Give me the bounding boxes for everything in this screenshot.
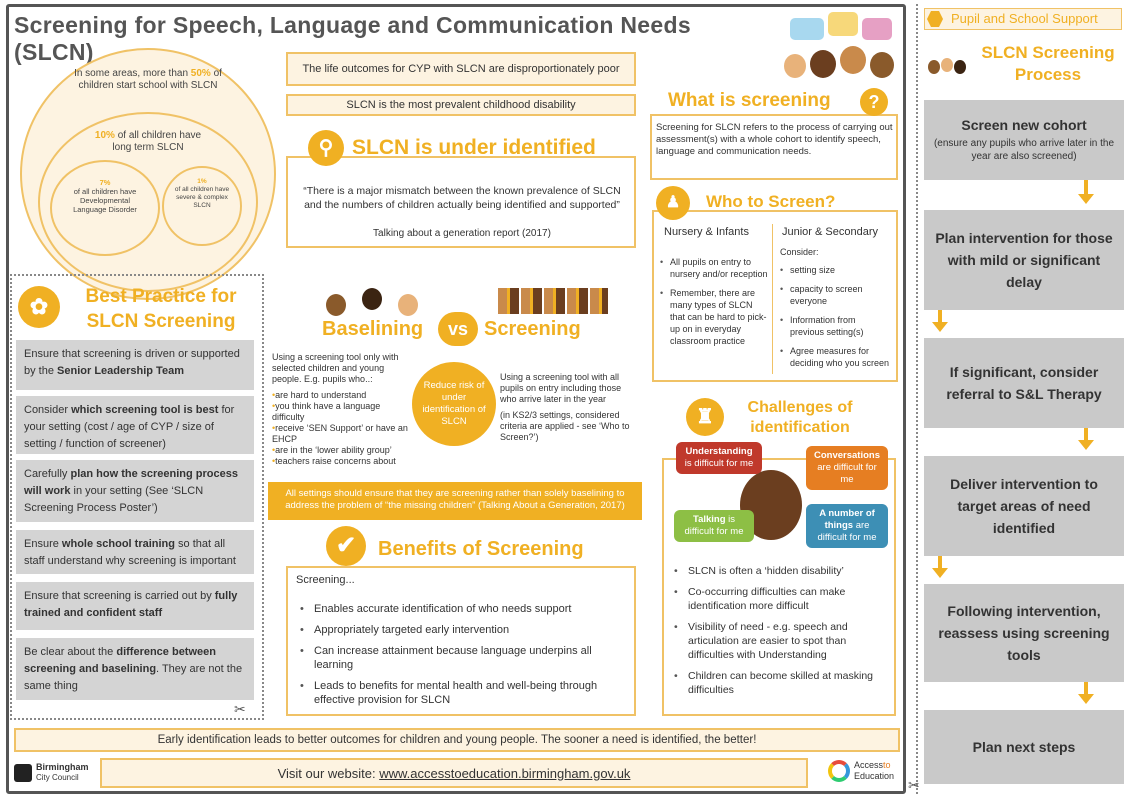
bubble-text: is difficult for me (684, 458, 754, 469)
bubble-conversations (806, 446, 888, 490)
step-title: If significant, consider referral to S&L Therapy (946, 364, 1102, 402)
junior-heading: Junior & Secondary (782, 226, 878, 238)
nursery-heading: Nursery & Infants (664, 226, 749, 238)
nursery-list (660, 256, 768, 354)
junior-item: • Agree measures for deciding who you screen (780, 345, 892, 369)
benefits-item: • Appropriately targeted early intervention (300, 623, 626, 637)
nursery-item: • All pupils on entry to nursery and/or reception (660, 256, 768, 280)
reduce-risk-circle: Reduce risk of under identification of SLCN (412, 362, 496, 446)
step-title: Following intervention, reassess using screening tools (938, 603, 1110, 663)
outer-pct: 50% (190, 68, 211, 79)
challenges-item: • Visibility of need - e.g. speech and articulation are easier to spot than difficulties with Understanding (674, 620, 890, 662)
hexagon-icon (927, 11, 943, 27)
side-divider (916, 4, 918, 794)
best-practice-item (16, 340, 254, 390)
right-post: of all children have severe & complex SLCN (174, 186, 230, 209)
benefits-title: Benefits of Screening (378, 538, 584, 560)
bp-text: in your setting (See ‘SLCN Screening Process Poster’) (24, 485, 204, 514)
baselining-intro: Using a screening tool only with selected children and young people. E.g. pupils who..: (272, 352, 399, 384)
bp-bold: whole school training (61, 538, 175, 550)
left-post: of all children have Developmental Language Disorder (73, 187, 137, 214)
arrow-stem (1084, 682, 1088, 694)
baselining-item: •teachers raise concerns about (272, 456, 396, 466)
benefits-intro: Screening... (296, 574, 355, 586)
benefits-list (300, 602, 626, 714)
baselining-item-text: teachers raise concerns about (275, 456, 396, 466)
left-pct: 7% (99, 178, 111, 187)
challenges-item: • Co-occurring difficulties can make identification more difficult (674, 585, 890, 613)
website-link[interactable]: www.accesstoeducation.birmingham.gov.uk (379, 765, 631, 781)
baselining-item-text: you think have a language difficulty (272, 401, 381, 422)
what-is-screening-text: Screening for SLCN refers to the process of carrying out assessment(s) with a whole cohort to identify speech, language and communication needs. (656, 122, 893, 157)
arrow-stem (1084, 180, 1088, 194)
bp-text: Ensure (24, 538, 62, 550)
baselining-title: Baselining (322, 318, 424, 340)
process-step (924, 338, 1124, 428)
side-title: SLCN Screening Process (981, 43, 1115, 84)
baselining-item: •you think have a language difficulty (272, 401, 381, 422)
pupil-support-badge (924, 8, 1122, 30)
junior-list (780, 264, 892, 376)
bubble-text: are difficult for me (817, 462, 877, 485)
under-source: Talking about a generation report (2017) (373, 228, 551, 239)
what-is-screening-title: What is screening (664, 90, 835, 112)
best-practice-title: Best Practice for SLCN Screening (85, 286, 237, 332)
process-step (924, 584, 1124, 682)
ate-3: Education (854, 771, 895, 781)
arrow-down-icon (932, 568, 948, 578)
arrow-down-icon (1078, 194, 1094, 204)
best-practice-item (16, 460, 254, 522)
process-step (924, 710, 1124, 784)
vs-badge: vs (438, 312, 478, 346)
baselining-item-text: receive ‘SEN Support’ or have an EHCP (272, 423, 408, 444)
bp-text: Ensure that screening is driven or supported by the (24, 348, 240, 377)
ate-1: Access (854, 760, 884, 770)
arrow-down-icon (1078, 440, 1094, 450)
bubble-bold: Conversations (814, 450, 880, 461)
magnifier-icon: ⚲ (308, 130, 344, 166)
bp-text: for your setting (cost / age of CYP / size of setting / function of screener) (24, 404, 235, 450)
nursery-item: • Remember, there are many types of SLCN that can be hard to pick-up on in everyday classroom practice (660, 287, 768, 347)
bubble-text: are difficult for me (817, 520, 877, 543)
check-icon: ✔ (326, 526, 366, 566)
bubble-bold: Understanding (685, 446, 753, 457)
bcc-line1: Birmingham (36, 762, 89, 772)
arrow-down-icon (1078, 694, 1094, 704)
access-to-education-logo (828, 758, 900, 788)
best-practice-item (16, 638, 254, 700)
rosette-icon: ✿ (18, 286, 60, 328)
bp-bold: plan how the screening process will work (24, 468, 238, 497)
bp-bold: which screening tool is best (71, 404, 219, 416)
pupil-support-label: Pupil and School Support (951, 11, 1098, 26)
bp-bold: difference between screening and baselining (24, 646, 216, 675)
bp-text: so that all staff understand why screening is important (24, 538, 236, 567)
baselining-item-text: are in the ‘lower ability group’ (275, 445, 392, 455)
right-pct: 1% (197, 178, 207, 185)
bp-text: Be clear about the (24, 646, 117, 658)
bubble-talking (674, 510, 754, 542)
step-title: Plan next steps (972, 739, 1076, 755)
baselining-list (272, 390, 412, 467)
early-identification-banner: Early identification leads to better outcomes for children and young people. The sooner a need is identified, the better! (14, 728, 900, 752)
bp-text: . They are not the same thing (24, 663, 243, 692)
birmingham-logo (14, 762, 94, 784)
page-title: Screening for Speech, Language and Communication Needs (SLCN) (14, 12, 691, 65)
who-to-screen-title: Who to Screen? (706, 192, 836, 211)
ate-2: to (883, 760, 891, 770)
arrow-stem (938, 310, 942, 322)
best-practice-item (16, 396, 254, 454)
screening-text: Using a screening tool with all pupils on entry including those who arrive later in the year (500, 372, 622, 404)
process-step (924, 210, 1124, 310)
screening-title: Screening (484, 318, 581, 340)
fact-life-outcomes: The life outcomes for CYP with SLCN are disproportionately poor (286, 52, 636, 86)
bp-text: Carefully (24, 468, 71, 480)
castle-icon: ♜ (686, 398, 724, 436)
challenges-title: Challenges of identification (747, 399, 853, 436)
challenges-item: • Children can become skilled at masking difficulties (674, 669, 890, 697)
under-identified-title: SLCN is under identified (352, 136, 596, 159)
who-divider (772, 224, 773, 374)
bubble-text: is difficult for me (684, 514, 744, 537)
question-icon: ? (860, 88, 888, 116)
bubble-number-of-things (806, 504, 888, 548)
prevalence-circle-left (50, 160, 160, 256)
outer-post: of children start school with SLCN (78, 68, 222, 91)
scissors-icon: ✂ (234, 702, 246, 718)
challenges-list (674, 564, 890, 704)
bp-text: Consider (24, 404, 72, 416)
junior-consider: Consider: (780, 247, 819, 257)
bcc-line2: City Council (36, 773, 79, 782)
best-practice-item (16, 582, 254, 630)
screening-children-illustration (498, 288, 608, 314)
outer-pre: In some areas, more than (74, 68, 189, 79)
baselining-item: •are in the ‘lower ability group’ (272, 445, 392, 455)
junior-item: • Information from previous setting(s) (780, 314, 892, 338)
visit-label: Visit our website: (277, 765, 376, 781)
children-illustration (780, 10, 900, 88)
step-title: Deliver intervention to target areas of need identified (950, 476, 1098, 536)
benefits-item: • Can increase attainment because language underpins all learning (300, 644, 626, 672)
side-children-illustration (928, 58, 968, 80)
benefits-item: • Leads to benefits for mental health and well-being through effective provision for SLCN (300, 679, 626, 707)
baselining-item: •receive ‘SEN Support’ or have an EHCP (272, 423, 408, 444)
baselining-children-illustration (326, 286, 416, 316)
arrow-stem (1084, 428, 1088, 440)
bubble-bold: Talking (692, 514, 726, 525)
step-title: Screen new cohort (961, 117, 1087, 133)
bp-bold: Senior Leadership Team (57, 365, 184, 377)
challenges-item: • SLCN is often a ‘hidden disability’ (674, 564, 890, 578)
middle-pct: 10% (94, 130, 115, 141)
bp-bold: fully trained and confident staff (24, 590, 238, 619)
missing-children-banner: All settings should ensure that they are screening rather than solely baselining to address the problem of “the missing children” (Talking About a Generation, 2017) (268, 482, 642, 520)
website-banner (100, 758, 808, 788)
step-title: Plan intervention for those with mild or significant delay (935, 230, 1113, 290)
best-practice-item (16, 530, 254, 574)
junior-item: • capacity to screen everyone (780, 283, 892, 307)
people-icon: ♟ (656, 186, 690, 220)
step-sub: (ensure any pupils who arrive later in the year are also screened) (933, 138, 1115, 162)
process-step (924, 100, 1124, 180)
fact-prevalent: SLCN is the most prevalent childhood disability (286, 94, 636, 116)
middle-post: of all children have long term SLCN (112, 130, 202, 153)
bubble-bold: A number of things (819, 508, 875, 531)
arrow-stem (938, 556, 942, 568)
screening-note: (in KS2/3 settings, considered criteria are applied - see ‘Who to Screen?’) (500, 410, 630, 442)
scissors-icon: ✂ (908, 778, 920, 794)
arrow-down-icon (932, 322, 948, 332)
benefits-item: • Enables accurate identification of who needs support (300, 602, 626, 616)
baselining-item: •are hard to understand (272, 390, 367, 400)
prevalence-circle-right (162, 166, 242, 246)
bubble-understanding (676, 442, 762, 474)
bp-text: Ensure that screening is carried out by (24, 590, 215, 602)
baselining-item-text: are hard to understand (275, 390, 367, 400)
under-quote: “There is a major mismatch between the known prevalence of SLCN and the numbers of children actually being identified and supported” (303, 185, 621, 211)
process-step (924, 456, 1124, 556)
junior-item: • setting size (780, 264, 892, 276)
